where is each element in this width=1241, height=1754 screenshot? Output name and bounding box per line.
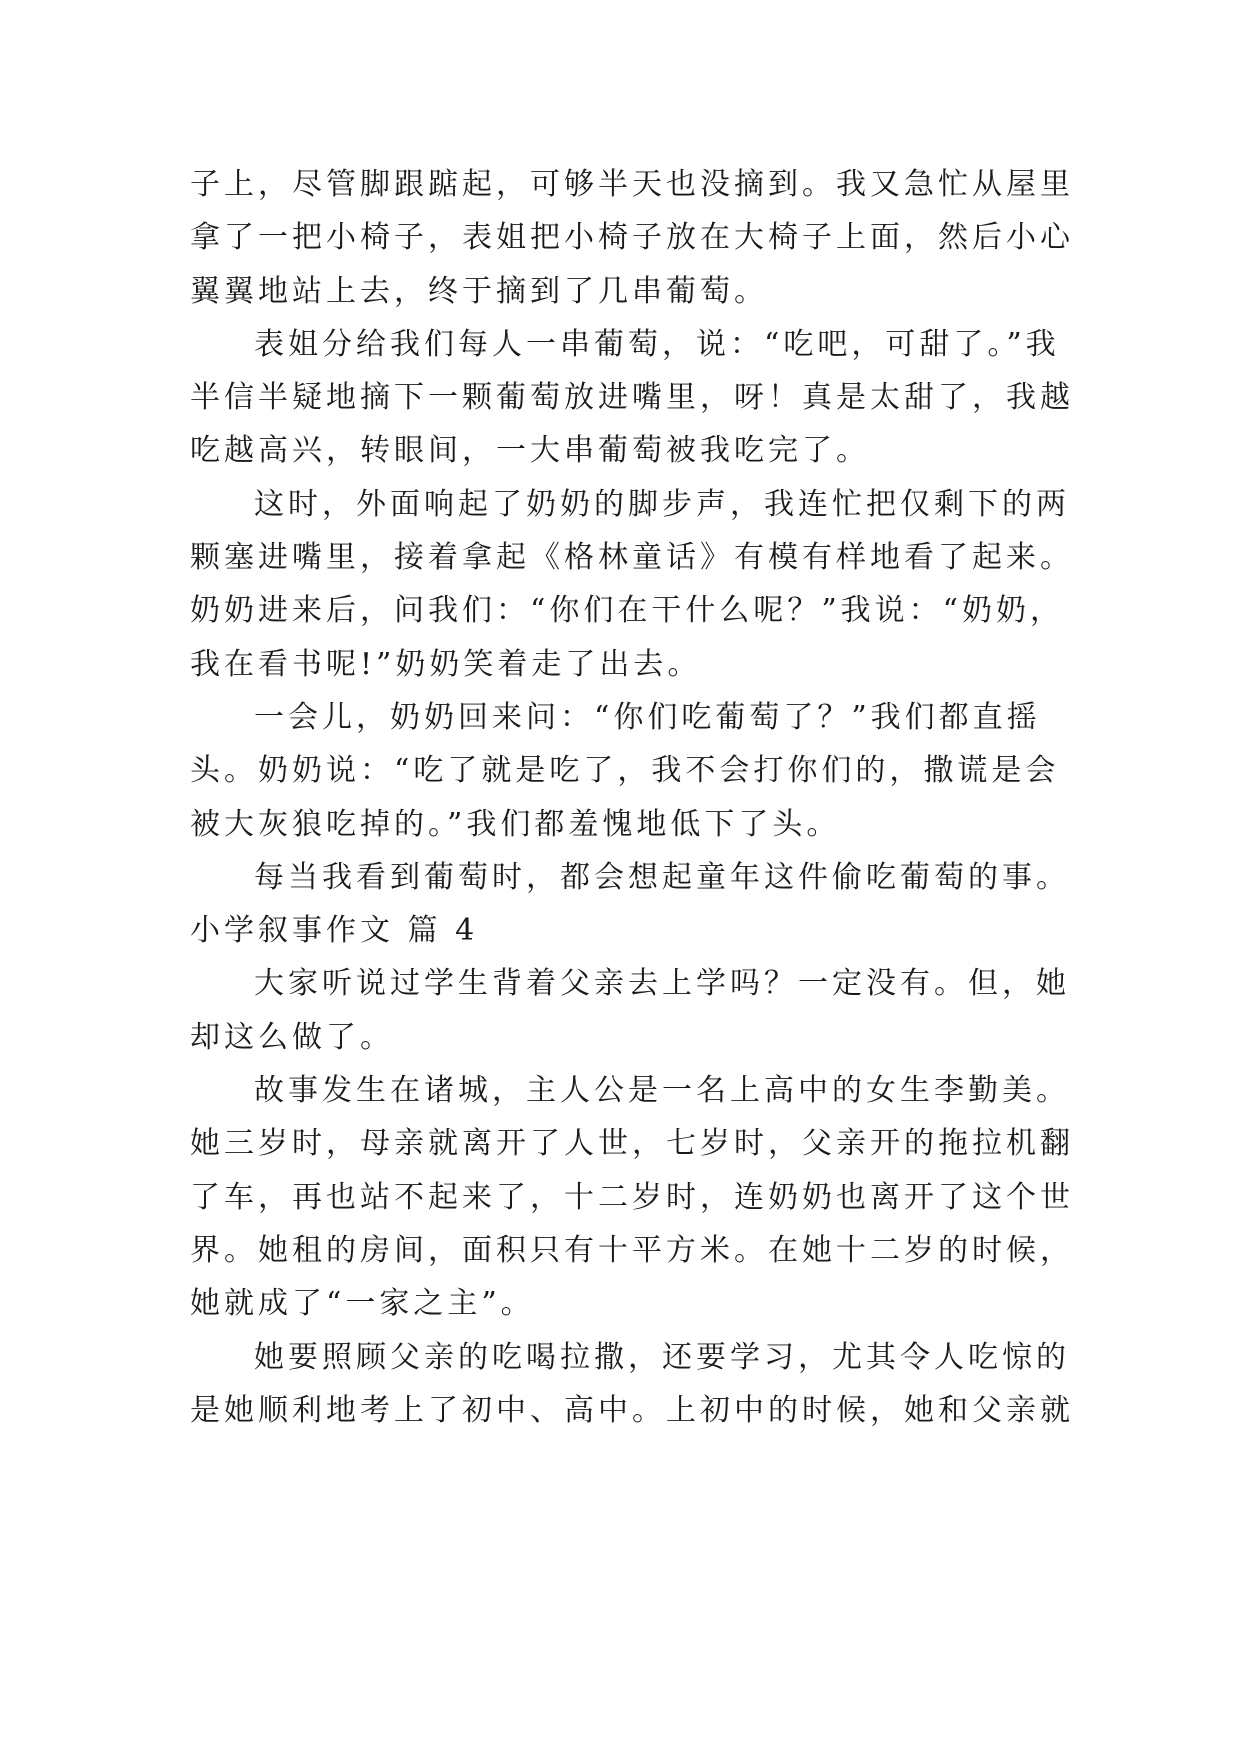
text-line: 每当我看到葡萄时，都会想起童年这件偷吃葡萄的事。	[254, 859, 1070, 895]
text-line: 拿了一把小椅子，表姐把小椅子放在大椅子上面，然后小心	[190, 220, 1074, 256]
text-line: 表姐分给我们每人一串葡萄，说：“吃吧，可甜了。”我	[254, 326, 1060, 362]
text-line: 这时，外面响起了奶奶的脚步声，我连忙把仅剩下的两	[254, 486, 1070, 522]
text-line: 是她顺利地考上了初中、高中。上初中的时候，她和父亲就	[190, 1392, 1074, 1428]
text-line: 我在看书呢!”奶奶笑着走了出去。	[190, 646, 702, 682]
text-line: 被大灰狼吃掉的。”我们都羞愧地低下了头。	[190, 806, 841, 842]
text-line: 头。奶奶说：“吃了就是吃了，我不会打你们的，撒谎是会	[190, 753, 1060, 789]
text-line: 却这么做了。	[190, 1019, 394, 1055]
text-line: 小学叙事作文 篇 4	[190, 913, 479, 949]
text-line: 她三岁时，母亲就离开了人世，七岁时，父亲开的拖拉机翻	[190, 1126, 1074, 1162]
text-line: 奶奶进来后，问我们：“你们在干什么呢？”我说：“奶奶，	[190, 593, 1065, 629]
text-line: 一会儿，奶奶回来问：“你们吃葡萄了？”我们都直摇	[254, 699, 1041, 735]
text-line: 大家听说过学生背着父亲去上学吗？一定没有。但，她	[254, 966, 1070, 1002]
text-line: 吃越高兴，转眼间，一大串葡萄被我吃完了。	[190, 433, 870, 469]
text-line: 她要照顾父亲的吃喝拉撒，还要学习，尤其令人吃惊的	[254, 1339, 1070, 1375]
document-body	[190, 158, 1074, 1437]
text-line: 了车，再也站不起来了，十二岁时，连奶奶也离开了这个世	[190, 1179, 1074, 1215]
text-line: 界。她租的房间，面积只有十平方米。在她十二岁的时候，	[190, 1232, 1074, 1268]
text-line: 翼翼地站上去，终于摘到了几串葡萄。	[190, 273, 768, 309]
text-line: 颗塞进嘴里，接着拿起《格林童话》有模有样地看了起来。	[190, 540, 1074, 576]
text-line: 半信半疑地摘下一颗葡萄放进嘴里，呀！真是太甜了，我越	[190, 380, 1074, 416]
text-line: 她就成了“一家之主”。	[190, 1286, 535, 1322]
text-line: 子上，尽管脚跟踮起，可够半天也没摘到。我又急忙从屋里	[190, 167, 1074, 202]
text-line: 故事发生在诸城，主人公是一名上高中的女生李勤美。	[254, 1073, 1070, 1109]
